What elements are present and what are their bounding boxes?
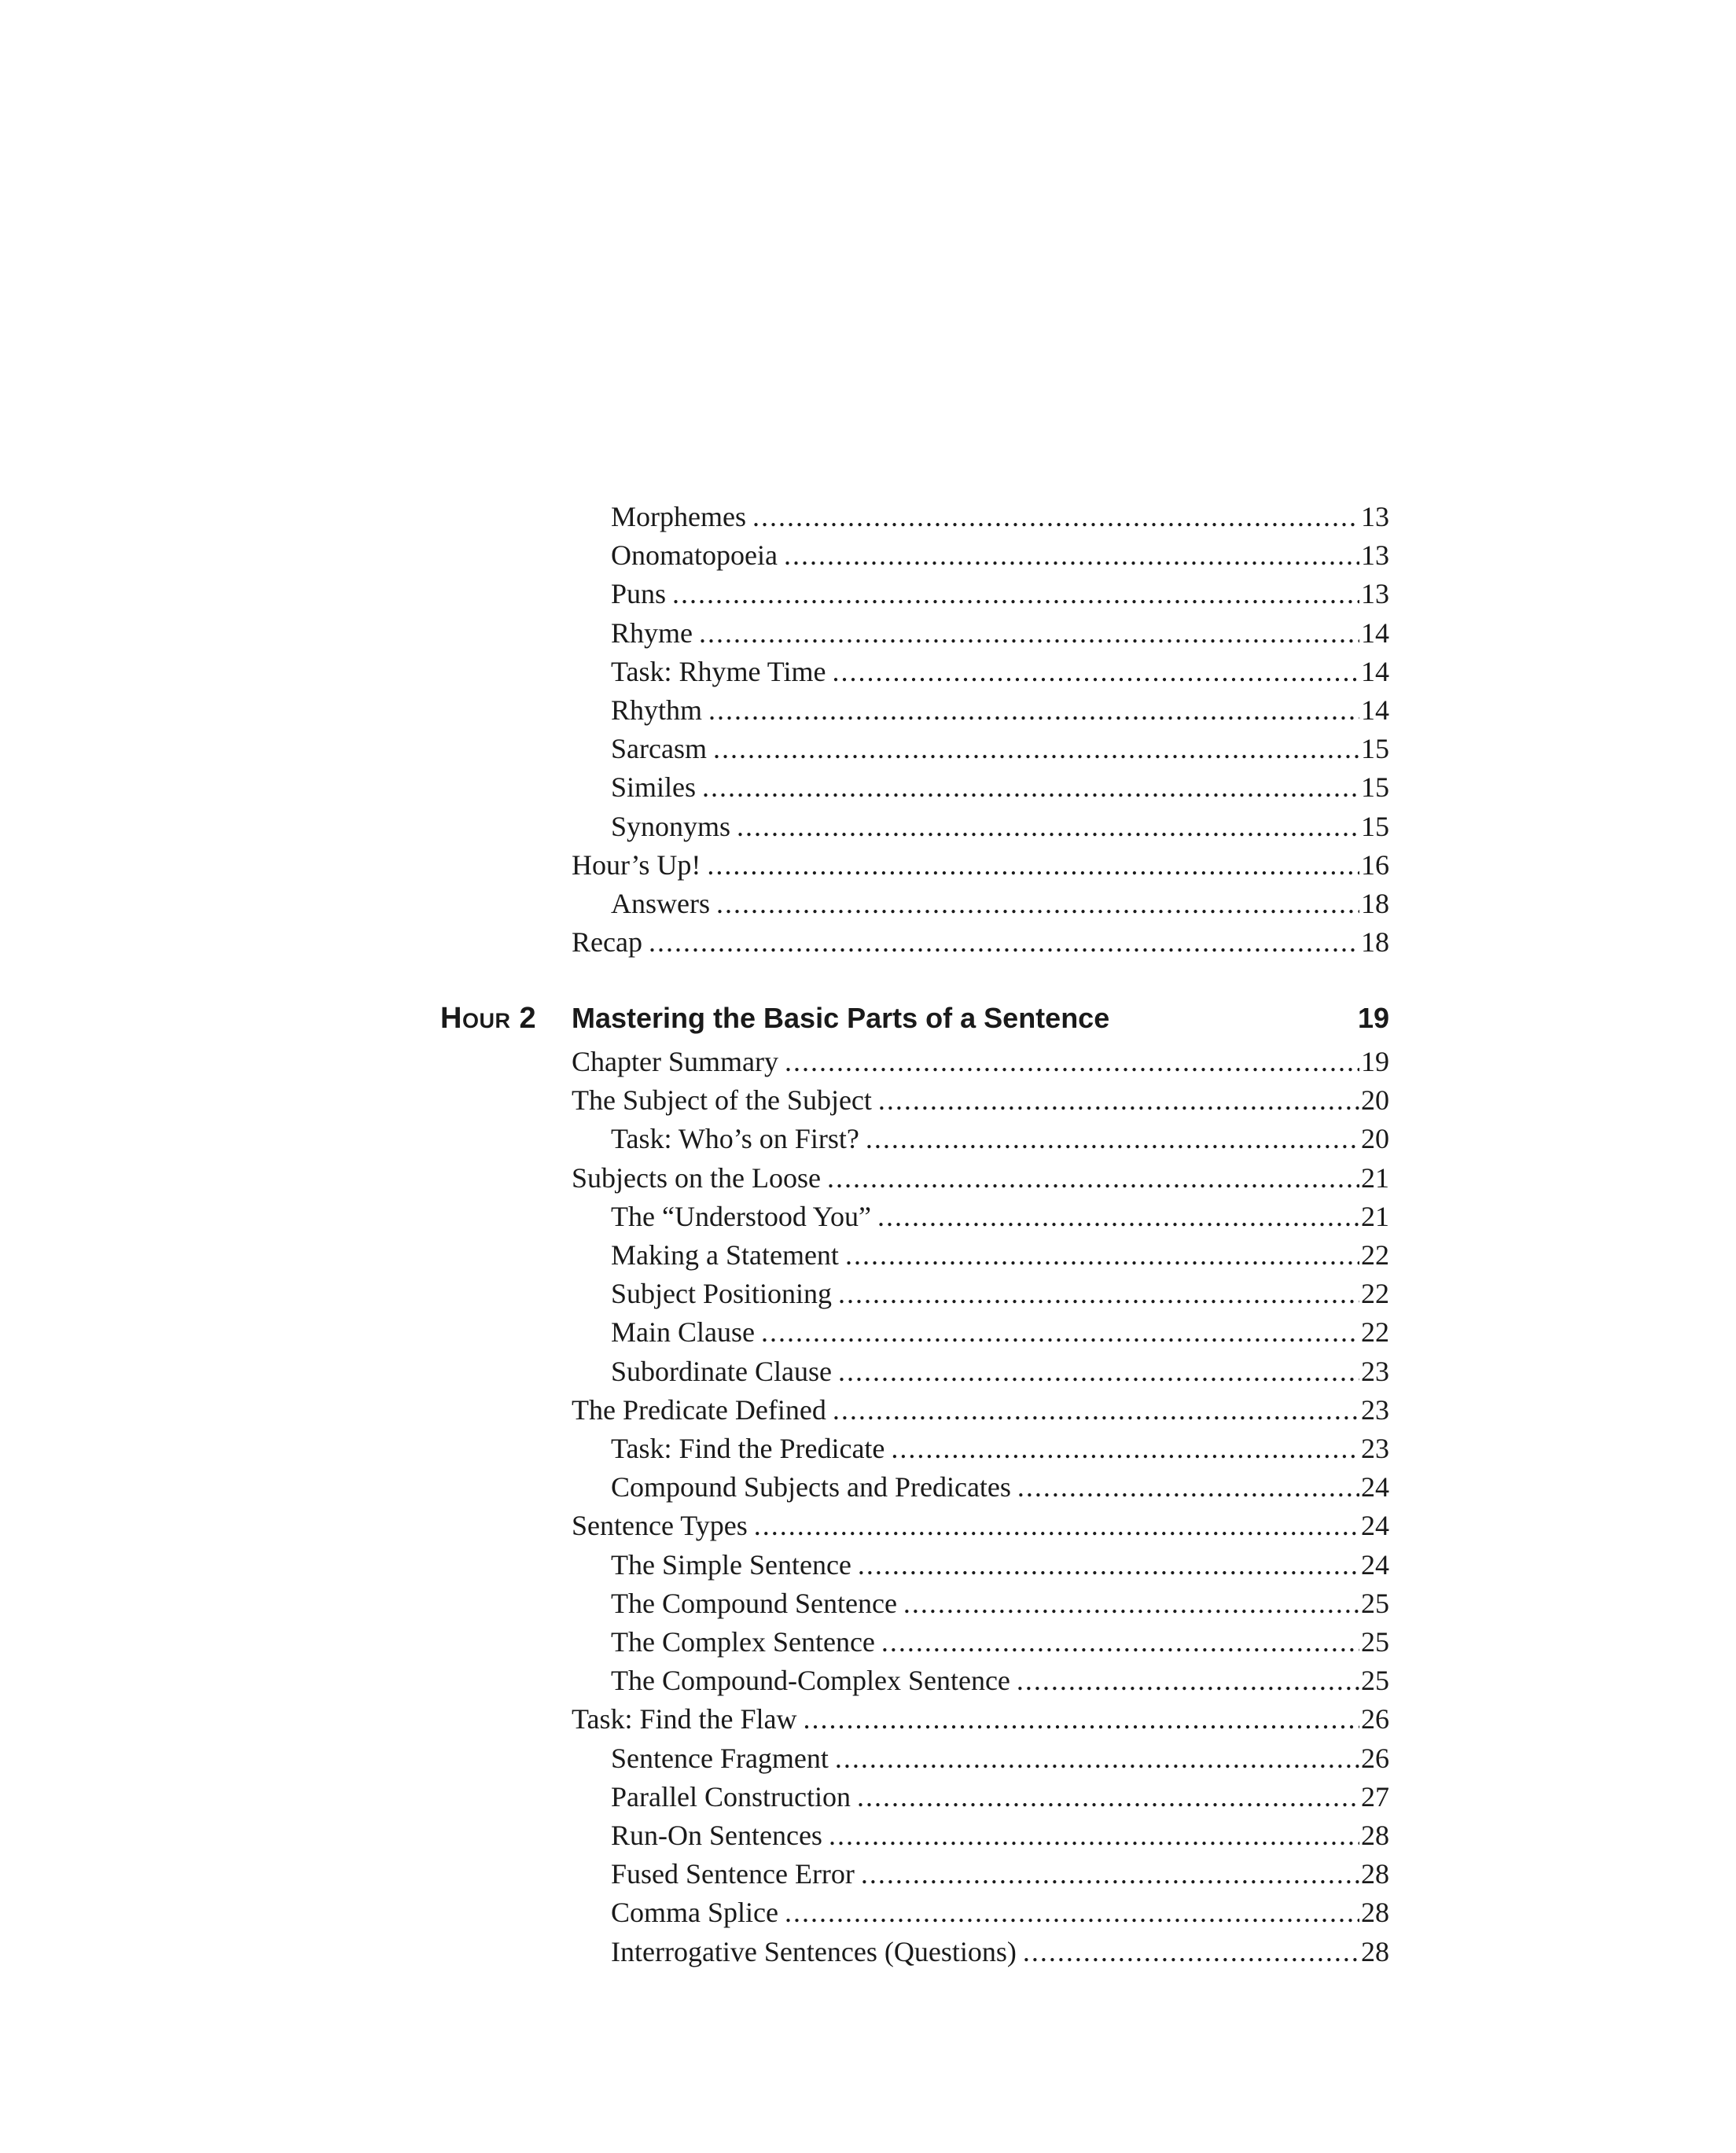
toc-entry-page: 28 <box>1361 1858 1389 1890</box>
toc-entry-page: 20 <box>1361 1084 1389 1117</box>
toc-entry-page: 22 <box>1361 1278 1389 1310</box>
toc-entry-title: Task: Who’s on First? <box>611 1123 859 1155</box>
toc-entry-page: 15 <box>1361 771 1389 804</box>
toc-entry <box>611 1661 1389 1700</box>
dot-leader <box>785 1042 1359 1081</box>
toc-entry-title: The Compound Sentence <box>611 1587 897 1619</box>
hour-title: Mastering the Basic Parts of a Sentence <box>572 1002 1110 1034</box>
toc-entry-page: 28 <box>1361 1820 1389 1851</box>
toc-entry-title: Rhyme <box>611 616 693 649</box>
toc-entry-title: The Predicate Defined <box>572 1393 826 1426</box>
toc-entry-page: 26 <box>1361 1703 1389 1735</box>
toc-entry <box>611 729 1389 768</box>
toc-entry-page: 28 <box>1361 1897 1389 1929</box>
toc-entry <box>611 1545 1389 1584</box>
toc-entry <box>611 574 1389 613</box>
dot-leader <box>649 922 1359 962</box>
toc-entry <box>611 1119 1389 1158</box>
toc-entry <box>572 1699 1389 1739</box>
toc-entry <box>572 1080 1389 1120</box>
toc-entry-page: 18 <box>1361 926 1389 959</box>
toc-entry-page: 19 <box>1361 1046 1389 1077</box>
dot-leader <box>785 1893 1359 1932</box>
toc-entry-title: The Complex Sentence <box>611 1626 875 1658</box>
toc-entry-title: Interrogative Sentences (Questions) <box>611 1935 1017 1967</box>
toc-entry-title: The Compound-Complex Sentence <box>611 1665 1010 1697</box>
toc-entry <box>611 613 1389 653</box>
dot-leader <box>827 1158 1359 1198</box>
toc-entry-title: Main Clause <box>611 1316 755 1349</box>
toc-entry <box>611 1429 1389 1468</box>
dot-leader <box>1017 1467 1359 1507</box>
toc-entry-page: 18 <box>1361 888 1389 919</box>
toc-entry-page: 22 <box>1361 1239 1389 1271</box>
toc-entry-title: Run-On Sentences <box>611 1820 822 1851</box>
toc-entry-title: Morphemes <box>611 501 746 532</box>
toc-entry <box>611 535 1389 575</box>
dot-leader <box>858 1545 1359 1584</box>
dot-leader <box>838 1352 1359 1391</box>
toc-entry-title: Similes <box>611 771 697 804</box>
toc-entry <box>611 767 1389 807</box>
toc-entry-title: Sarcasm <box>611 733 707 765</box>
toc-entry-page: 21 <box>1361 1161 1389 1194</box>
toc-entry-title: Puns <box>611 578 667 610</box>
toc-entry-title: Sentence Fragment <box>611 1742 829 1774</box>
toc-entry-page: 14 <box>1361 655 1389 687</box>
toc-entry <box>611 884 1389 923</box>
toc-entry <box>611 807 1389 846</box>
dot-leader <box>861 1854 1359 1894</box>
toc-entry-title: Task: Find the Predicate <box>611 1433 885 1464</box>
toc-entry <box>611 1584 1389 1623</box>
hour-label: Hour 2 <box>440 1002 537 1035</box>
toc-entry-page: 16 <box>1361 848 1389 881</box>
dot-leader <box>708 690 1359 730</box>
dot-leader <box>891 1429 1359 1468</box>
toc-entry <box>572 1390 1389 1430</box>
dot-leader <box>835 1739 1359 1778</box>
dot-leader <box>881 1622 1359 1662</box>
toc-entry-title: Subordinate Clause <box>611 1355 832 1387</box>
toc-entry <box>611 1777 1389 1816</box>
toc-entry-title: Subjects on the Loose <box>572 1161 821 1194</box>
toc-entry-page: 24 <box>1361 1510 1389 1542</box>
dot-leader <box>878 1080 1359 1120</box>
toc-entry <box>572 845 1389 885</box>
toc-entry-page: 27 <box>1361 1780 1389 1813</box>
dot-leader <box>737 807 1359 846</box>
toc-entry-page: 13 <box>1361 578 1389 610</box>
toc-entry-title: Sentence Types <box>572 1510 748 1542</box>
dot-leader <box>857 1777 1359 1816</box>
toc-entry <box>611 1235 1389 1275</box>
hour-heading <box>440 995 1389 1042</box>
dot-leader <box>672 574 1359 613</box>
dot-leader <box>833 1390 1359 1430</box>
dot-leader <box>833 652 1359 691</box>
toc-entry-page: 25 <box>1361 1665 1389 1697</box>
toc-entry-page: 24 <box>1361 1471 1389 1503</box>
dot-leader <box>716 884 1359 923</box>
toc-entry <box>572 1506 1389 1545</box>
toc-entry-title: Rhythm <box>611 694 703 726</box>
toc-entry <box>572 1158 1389 1198</box>
toc-entry-page: 13 <box>1361 501 1389 532</box>
toc-entry-page: 22 <box>1361 1316 1389 1349</box>
toc-entry-title: The Simple Sentence <box>611 1548 851 1581</box>
toc-entry <box>611 652 1389 691</box>
toc-entry-title: Subject Positioning <box>611 1278 833 1310</box>
toc-entry-page: 26 <box>1361 1742 1389 1774</box>
toc-entry-title: Comma Splice <box>611 1897 778 1929</box>
toc-entry <box>611 1739 1389 1778</box>
toc-entry-title: Hour’s Up! <box>572 848 701 881</box>
toc-entry-title: Making a Statement <box>611 1239 839 1271</box>
dot-leader <box>845 1235 1359 1275</box>
toc-entry <box>611 1854 1389 1894</box>
toc-entry-title: Answers <box>611 888 710 919</box>
dot-leader <box>866 1119 1359 1158</box>
toc-entry <box>611 1274 1389 1313</box>
toc-entry-title: Onomatopoeia <box>611 539 778 572</box>
dot-leader <box>702 767 1359 807</box>
toc-entry <box>611 1352 1389 1391</box>
toc-entry-title: Task: Find the Flaw <box>572 1703 797 1735</box>
dot-leader <box>707 845 1359 885</box>
dot-leader <box>754 1506 1359 1545</box>
toc-entry-title: Compound Subjects and Predicates <box>611 1471 1011 1503</box>
toc-entry-page: 15 <box>1361 733 1389 765</box>
hour-page-number: 19 <box>1357 1002 1389 1034</box>
toc-entry <box>611 1816 1389 1855</box>
toc-entry <box>611 1622 1389 1662</box>
toc-entry-page: 14 <box>1361 694 1389 726</box>
toc-entry-page: 24 <box>1361 1548 1389 1581</box>
toc-entry <box>611 1932 1389 1971</box>
dot-leader <box>1023 1932 1359 1971</box>
dot-leader <box>713 729 1359 768</box>
toc-entry-title: Recap <box>572 926 642 959</box>
dot-leader <box>699 613 1359 653</box>
toc-entry <box>611 1312 1389 1352</box>
toc-entry-title: Task: Rhyme Time <box>611 655 826 687</box>
toc-entry <box>611 1467 1389 1507</box>
toc-entry-title: Parallel Construction <box>611 1780 851 1813</box>
dot-leader <box>803 1699 1359 1739</box>
toc-entry-page: 23 <box>1361 1355 1389 1387</box>
toc-entry-page: 28 <box>1361 1935 1389 1967</box>
toc-entry-title: The Subject of the Subject <box>572 1084 872 1117</box>
toc-entry-page: 15 <box>1361 810 1389 842</box>
toc-entry <box>611 1893 1389 1932</box>
dot-leader <box>784 535 1359 575</box>
dot-leader <box>761 1312 1359 1352</box>
dot-leader <box>877 1197 1359 1236</box>
dot-leader <box>903 1584 1359 1623</box>
toc-entry-page: 14 <box>1361 616 1389 649</box>
toc-entry <box>611 1197 1389 1236</box>
toc-entry-title: The “Understood You” <box>611 1200 871 1232</box>
toc-entry <box>572 922 1389 962</box>
toc-entry-page: 25 <box>1361 1626 1389 1658</box>
dot-leader <box>752 497 1359 536</box>
toc-entry-page: 20 <box>1361 1123 1389 1155</box>
toc-entry-title: Synonyms <box>611 810 731 842</box>
toc-entry <box>611 690 1389 730</box>
toc-entry <box>572 1042 1389 1081</box>
dot-leader <box>1017 1661 1359 1700</box>
toc-entry-page: 23 <box>1361 1393 1389 1426</box>
toc-entry-page: 23 <box>1361 1433 1389 1464</box>
toc-entry-page: 13 <box>1361 539 1389 572</box>
toc-entry-title: Chapter Summary <box>572 1046 778 1077</box>
dot-leader <box>829 1816 1359 1855</box>
toc-entry-title: Fused Sentence Error <box>611 1858 855 1890</box>
toc-entry <box>611 497 1389 536</box>
toc-entry-page: 21 <box>1361 1200 1389 1232</box>
toc-entry-page: 25 <box>1361 1587 1389 1619</box>
dot-leader <box>838 1274 1359 1313</box>
